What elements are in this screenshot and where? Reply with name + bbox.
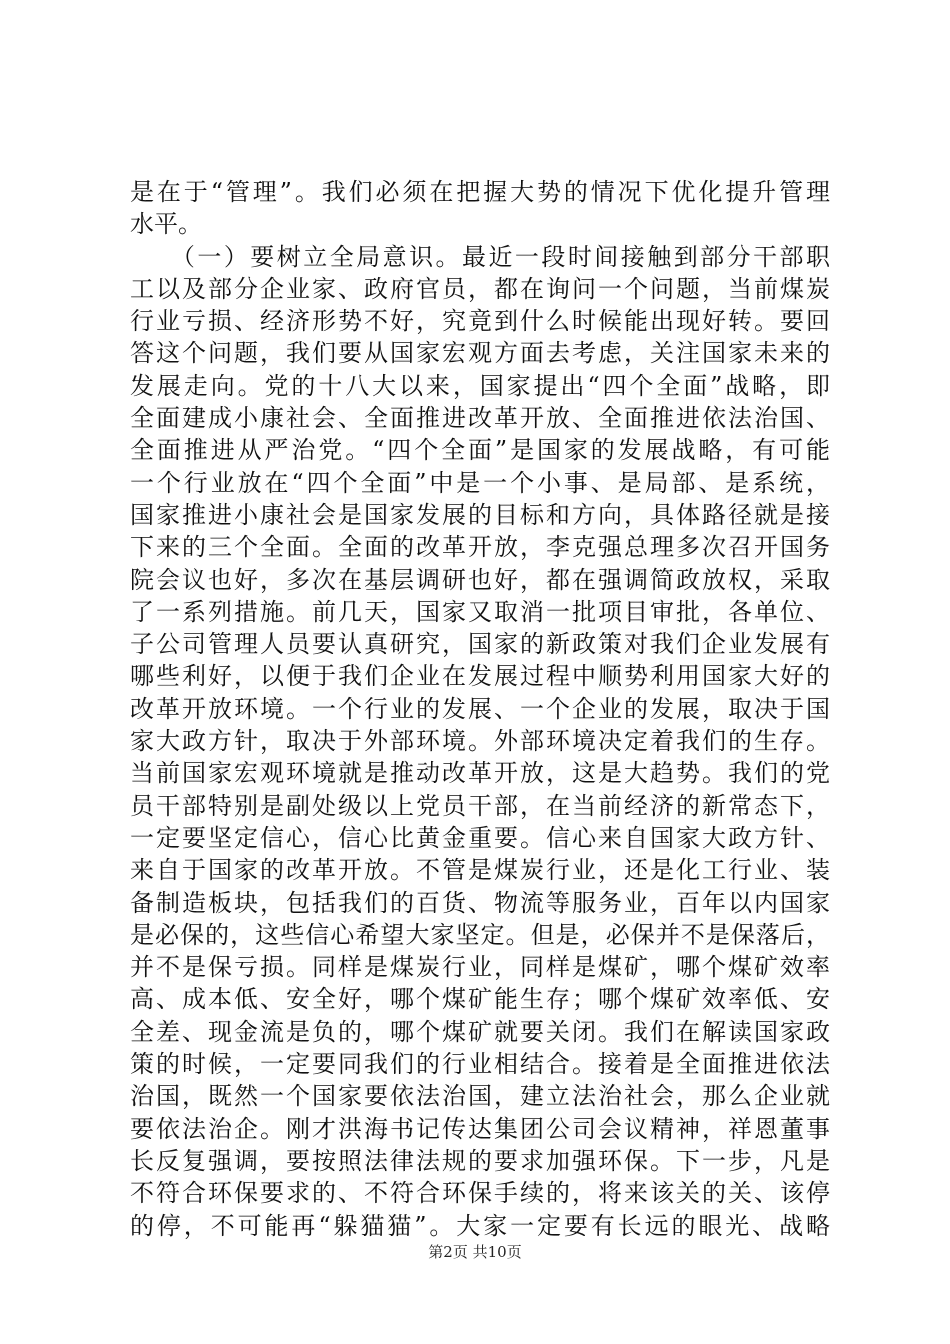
text-line: 国家推进小康社会是国家发展的目标和方向，具体路径就是接 bbox=[130, 500, 830, 529]
text-line: 水平。 bbox=[130, 210, 202, 239]
text-line: 当前国家宏观环境就是推动改革开放，这是大趋势。我们的党 bbox=[130, 759, 830, 788]
text-line: 了一系列措施。前几天，国家又取消一批项目审批，各单位、 bbox=[130, 597, 830, 626]
text-line: 的停，不可能再“躲猫猫”。大家一定要有长远的眼光、战略 bbox=[130, 1211, 830, 1240]
text-line: 哪些利好，以便于我们企业在发展过程中顺势利用国家大好的 bbox=[130, 662, 830, 691]
text-line: 下来的三个全面。全面的改革开放，李克强总理多次召开国务 bbox=[130, 533, 830, 562]
text-line: 院会议也好，多次在基层调研也好，都在强调简政放权，采取 bbox=[130, 565, 830, 594]
page-footer: 第2页 共10页 bbox=[428, 1243, 522, 1261]
text-line: 改革开放环境。一个行业的发展、一个企业的发展，取决于国 bbox=[130, 694, 830, 723]
text-line: 全面推进从严治党。“四个全面”是国家的发展战略，有可能 bbox=[130, 436, 830, 465]
text-line: 答这个问题，我们要从国家宏观方面去考虑，关注国家未来的 bbox=[130, 339, 830, 368]
text-line: 并不是保亏损。同样是煤炭行业，同样是煤矿，哪个煤矿效率 bbox=[130, 953, 830, 982]
text-line: 是在于“管理”。我们必须在把握大势的情况下优化提升管理 bbox=[130, 178, 830, 206]
text-line: 发展走向。党的十八大以来，国家提出“四个全面”战略，即 bbox=[130, 371, 830, 400]
text-line: 备制造板块，包括我们的百货、物流等服务业，百年以内国家 bbox=[130, 888, 830, 917]
text-line: 高、成本低、安全好，哪个煤矿能生存；哪个煤矿效率低、安 bbox=[130, 985, 830, 1014]
text-line: 行业亏损、经济形势不好，究竟到什么时候能出现好转。要回 bbox=[130, 307, 830, 336]
text-line: 治国，既然一个国家要依法治国，建立法治社会，那么企业就 bbox=[130, 1082, 830, 1111]
text-line: 工以及部分企业家、政府官员，都在询问一个问题，当前煤炭 bbox=[130, 274, 830, 303]
text-line: 员干部特别是副处级以上党员干部，在当前经济的新常态下， bbox=[130, 791, 830, 820]
text-line: 要依法治企。刚才洪海书记传达集团公司会议精神，祥恩董事 bbox=[130, 1114, 830, 1143]
text-line: 不符合环保要求的、不符合环保手续的，将来该关的关、该停 bbox=[130, 1179, 830, 1208]
text-line: 全差、现金流是负的，哪个煤矿就要关闭。我们在解读国家政 bbox=[130, 1017, 830, 1046]
text-line: 家大政方针，取决于外部环境。外部环境决定着我们的生存。 bbox=[130, 727, 830, 756]
body-text bbox=[130, 176, 830, 1242]
text-line: 子公司管理人员要认真研究，国家的新政策对我们企业发展有 bbox=[130, 630, 830, 659]
text-line: （一）要树立全局意识。最近一段时间接触到部分干部职 bbox=[130, 242, 830, 271]
text-line: 来自于国家的改革开放。不管是煤炭行业，还是化工行业、装 bbox=[130, 856, 830, 885]
text-line: 策的时候，一定要同我们的行业相结合。接着是全面推进依法 bbox=[130, 1050, 830, 1079]
text-line: 长反复强调，要按照法律法规的要求加强环保。下一步，凡是 bbox=[130, 1146, 830, 1175]
text-line: 是必保的，这些信心希望大家坚定。但是，必保并不是保落后， bbox=[130, 920, 830, 949]
text-line: 一个行业放在“四个全面”中是一个小事、是局部、是系统， bbox=[130, 468, 830, 497]
text-line: 一定要坚定信心，信心比黄金重要。信心来自国家大政方针、 bbox=[130, 823, 830, 852]
text-line: 全面建成小康社会、全面推进改革开放、全面推进依法治国、 bbox=[130, 404, 830, 433]
